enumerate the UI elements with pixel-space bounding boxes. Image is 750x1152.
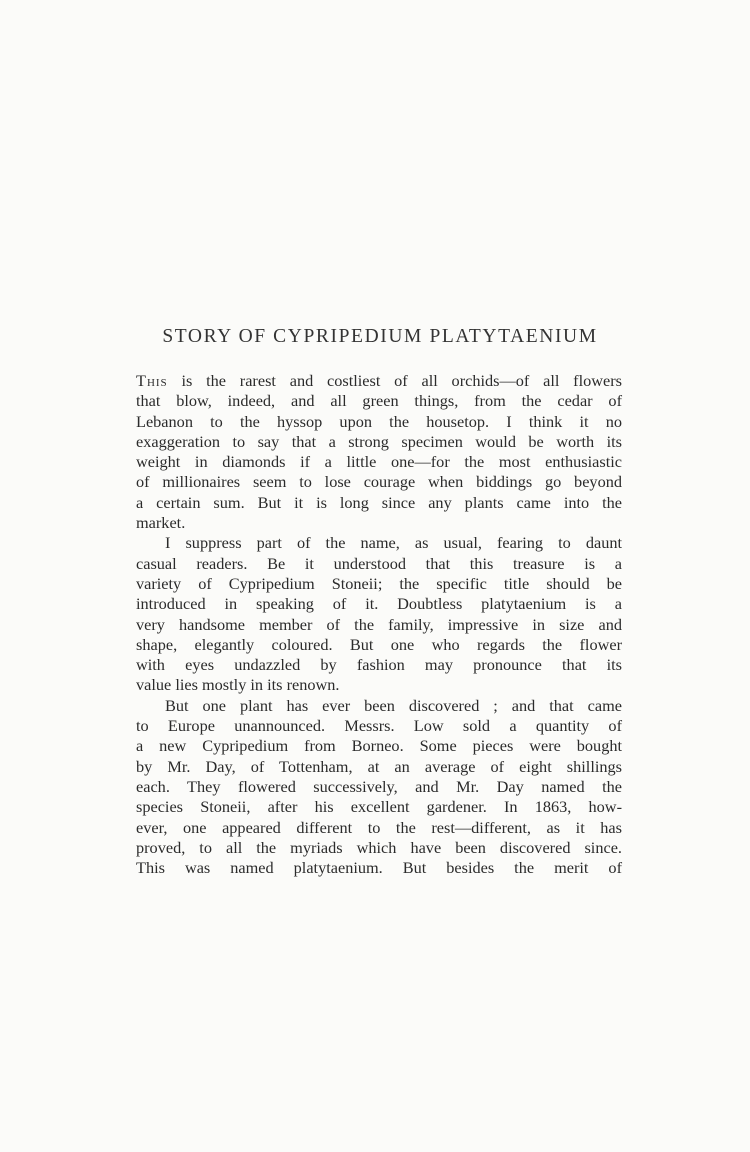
text-line: But one plant has ever been discovered ; and that came: [165, 695, 622, 715]
text-line: casual readers. Be it understood that this treasure is a: [136, 553, 622, 573]
text-line: very handsome member of the family, impressive in size and: [136, 614, 622, 634]
chapter-title: STORY OF CYPRIPEDIUM PLATYTAENIUM: [162, 326, 598, 347]
text-line: that blow, indeed, and all green things, from the cedar of: [136, 391, 622, 411]
text-line: of millionaires seem to lose courage when biddings go beyond: [136, 472, 622, 492]
text-line: shape, elegantly coloured. But one who regards the flower: [136, 634, 622, 654]
text-line: each. They flowered successively, and Mr. Day named the: [136, 776, 622, 796]
text-line: weight in diamonds if a little one—for the most enthusiastic: [136, 452, 622, 472]
text-line: market.: [136, 513, 186, 533]
text-line: [136, 371, 622, 391]
text-line-content: is the rarest and costliest of all orchids—of all flowers: [167, 371, 622, 390]
text-line: a new Cypripedium from Borneo. Some pieces were bought: [136, 736, 622, 756]
text-line: with eyes undazzled by fashion may pronounce that its: [136, 655, 622, 675]
text-line: by Mr. Day, of Tottenham, at an average of eight shillings: [136, 756, 622, 776]
text-line: exaggeration to say that a strong specimen would be worth its: [136, 431, 622, 451]
text-line: species Stoneii, after his excellent gardener. In 1863, how-: [136, 797, 622, 817]
text-line: to Europe unannounced. Messrs. Low sold a quantity of: [136, 716, 622, 736]
body-text: [136, 371, 622, 878]
text-line: ever, one appeared different to the rest—different, as it has: [136, 817, 622, 837]
text-line: Lebanon to the hyssop upon the housetop. I think it no: [136, 411, 622, 431]
text-line: proved, to all the myriads which have been discovered since.: [136, 837, 622, 857]
text-line: variety of Cypripedium Stoneii; the specific title should be: [136, 573, 622, 593]
lead-word: This: [136, 371, 168, 390]
text-line: value lies mostly in its renown.: [136, 675, 340, 695]
text-line: a certain sum. But it is long since any plants came into the: [136, 492, 622, 512]
text-line: introduced in speaking of it. Doubtless platytaenium is a: [136, 594, 622, 614]
text-line: I suppress part of the name, as usual, fearing to daunt: [165, 533, 622, 553]
text-line: This was named platytaenium. But besides the merit of: [136, 858, 622, 878]
